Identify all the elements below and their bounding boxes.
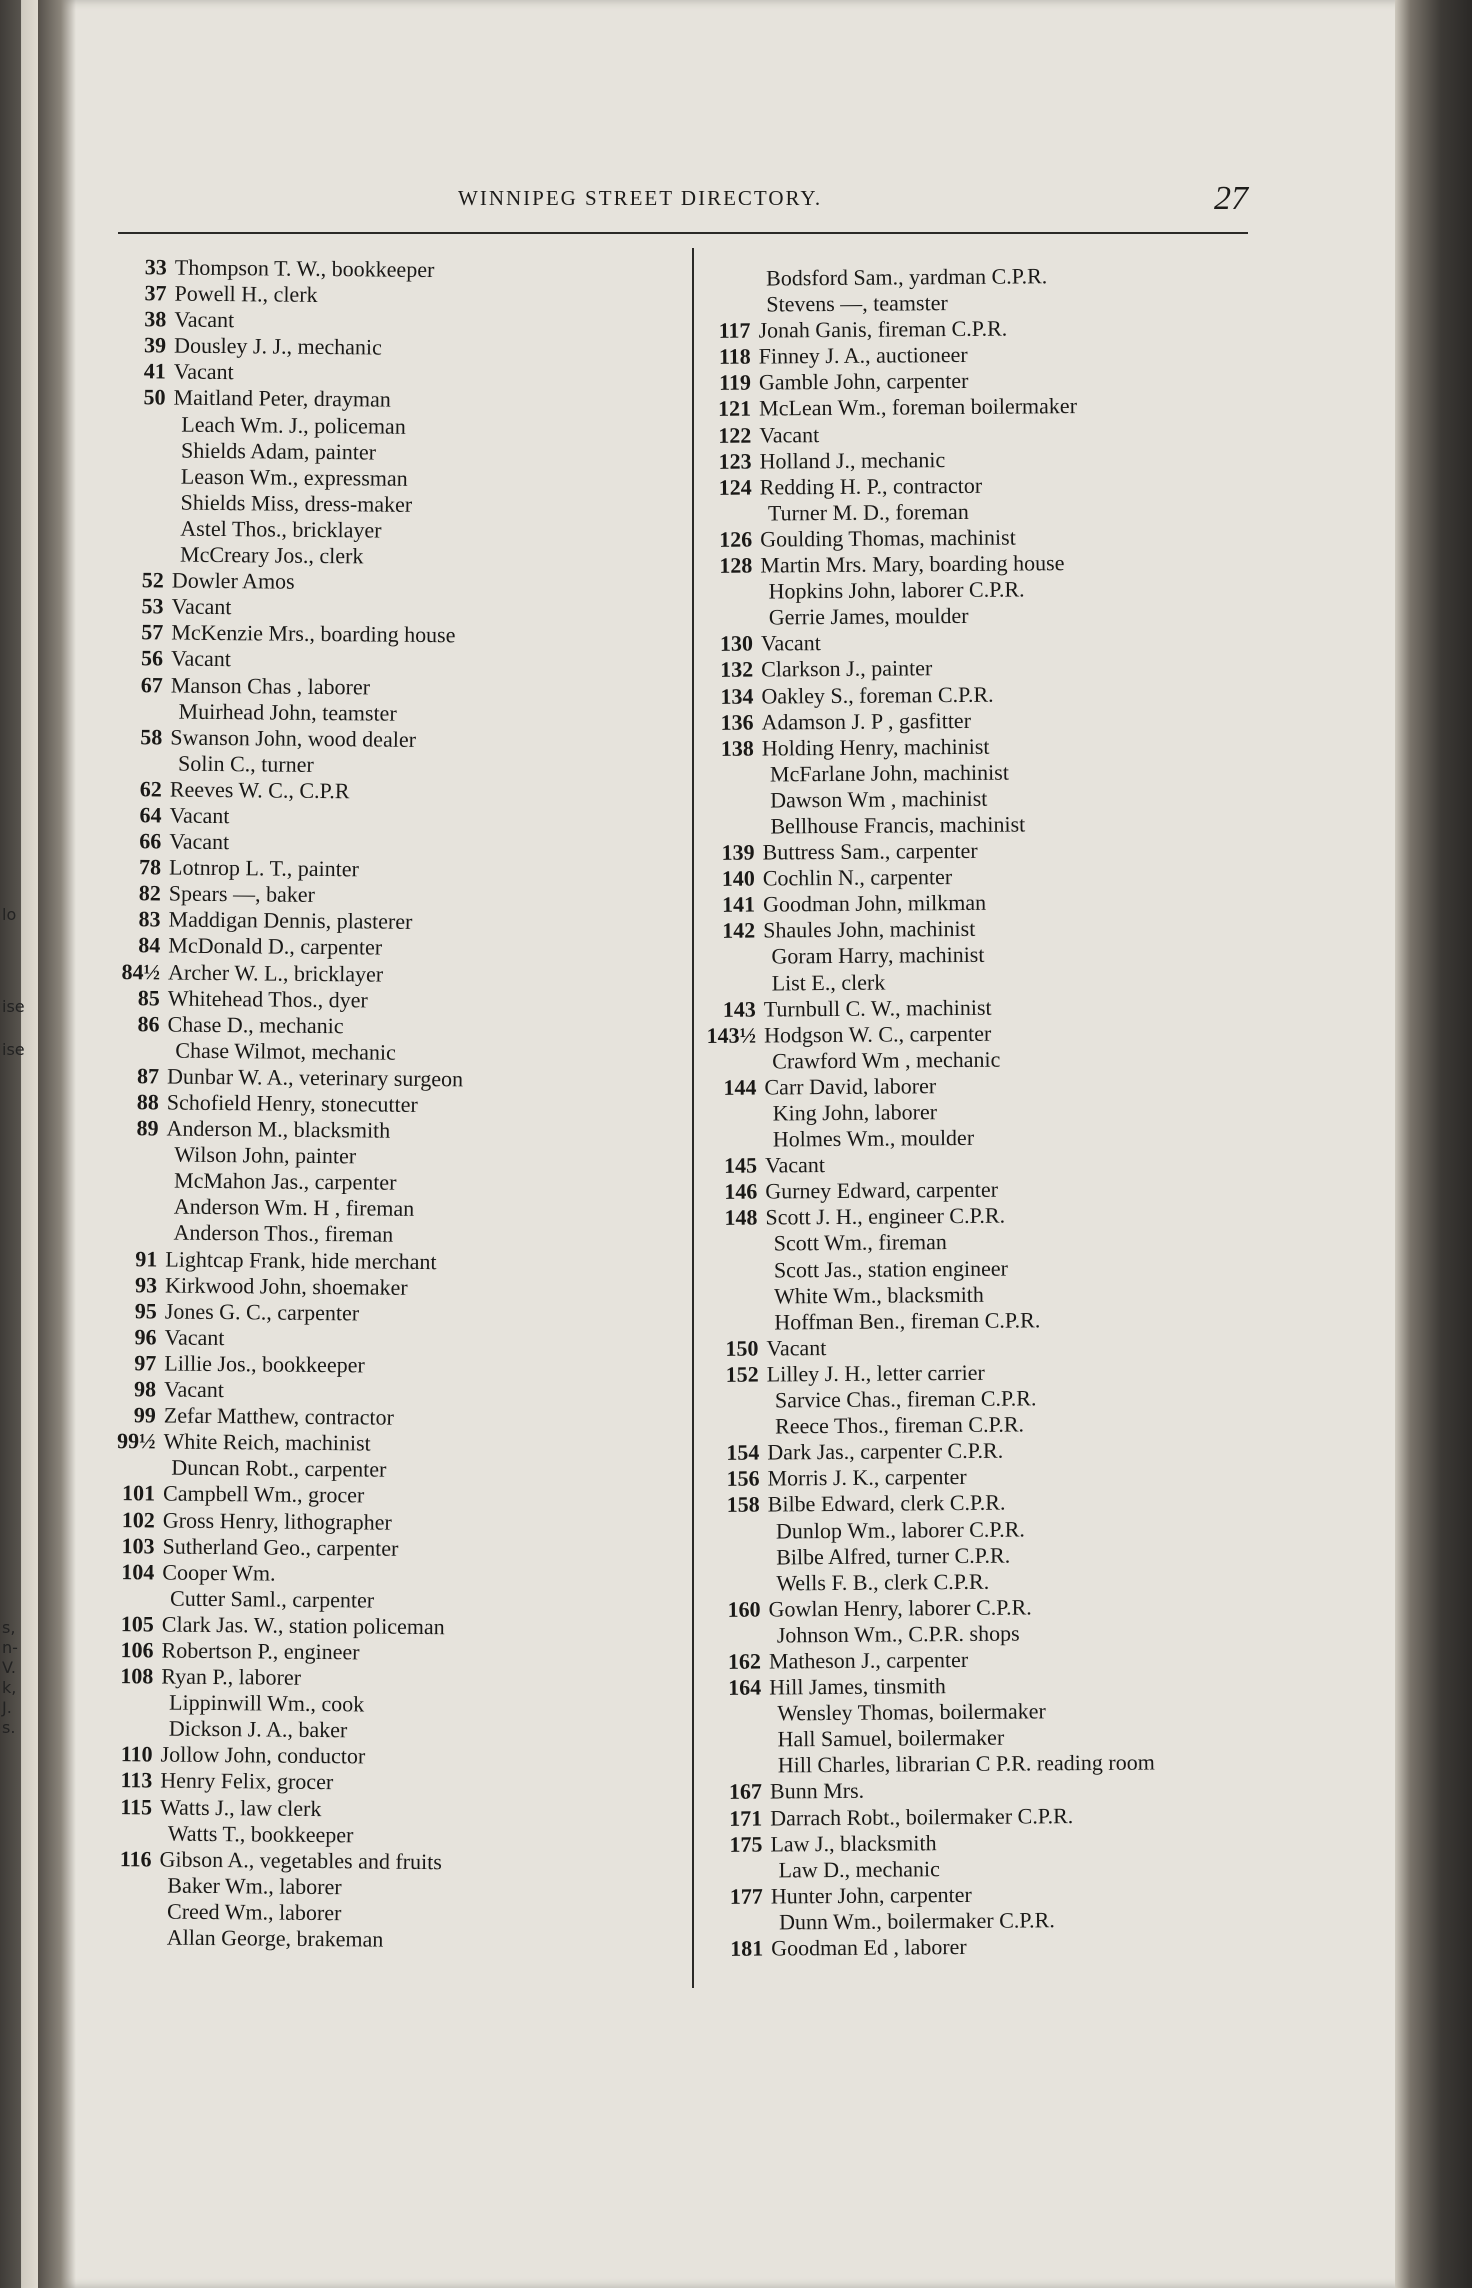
resident-entry: Hopkins John, laborer C.P.R. — [768, 576, 1025, 604]
resident-entry: Vacant — [163, 1376, 225, 1403]
house-number — [705, 944, 763, 971]
house-number: 37 — [144, 280, 167, 306]
house-number: 145 — [723, 1152, 758, 1179]
house-number — [112, 489, 172, 516]
resident-entry: Anderson Thos., fireman — [173, 1220, 394, 1248]
house-number — [99, 1898, 159, 1925]
resident-entry: Watts J., law clerk — [159, 1794, 322, 1821]
house-number — [106, 1167, 166, 1194]
resident-entry: Jones G. C., carpenter — [164, 1298, 360, 1326]
resident-entry: McCreary Jos., clerk — [180, 541, 364, 569]
resident-entry: Gowlan Henry, laborer C.P.R. — [768, 1594, 1032, 1622]
resident-entry: List E., clerk — [771, 969, 886, 995]
resident-entry: Ryan P., laborer — [161, 1663, 302, 1690]
resident-entry: Wilson John, painter — [174, 1141, 357, 1169]
resident-entry: Sarvice Chas., fireman C.P.R. — [774, 1385, 1037, 1413]
left-column — [99, 254, 685, 1955]
house-number: 164 — [728, 1674, 762, 1700]
resident-entry: Holland J., mechanic — [759, 446, 946, 474]
resident-entry: Bellhouse Francis, machinist — [770, 811, 1026, 839]
resident-entry: Jollow John, conductor — [160, 1741, 366, 1769]
resident-entry: Reeves W. C., C.P.R — [169, 776, 350, 804]
house-number: 167 — [728, 1778, 763, 1805]
resident-entry: Buttress Sam., carpenter — [762, 837, 978, 865]
house-number: 108 — [120, 1663, 154, 1689]
house-number — [706, 970, 764, 997]
house-number: 175 — [729, 1831, 763, 1857]
resident-entry: Baker Wm., laborer — [167, 1872, 342, 1900]
house-number: 96 — [134, 1324, 157, 1350]
margin-fragment: s, — [2, 1618, 16, 1637]
house-number — [106, 1141, 166, 1168]
resident-entry: Watts T., bookkeeper — [167, 1820, 354, 1847]
resident-entry: Johnson Wm., C.P.R. shops — [776, 1620, 1020, 1648]
resident-entry: Vacant — [164, 1324, 225, 1350]
house-number: 146 — [724, 1178, 758, 1205]
resident-entry: Finney J. A., auctioneer — [758, 342, 968, 369]
resident-entry: Bilbe Alfred, turner C.P.R. — [776, 1542, 1011, 1570]
resident-entry: Redding H. P., contractor — [759, 472, 983, 500]
right-column — [700, 262, 1273, 1962]
house-number: 106 — [120, 1637, 154, 1663]
resident-entry: Zefar Matthew, contractor — [163, 1402, 395, 1430]
house-number: 58 — [140, 723, 163, 750]
house-number: 136 — [720, 709, 754, 735]
house-number: 132 — [720, 657, 754, 683]
page-header — [118, 180, 1248, 230]
resident-entry: Solin C., turner — [177, 750, 314, 777]
margin-fragment: s. — [2, 1718, 16, 1737]
house-number: 52 — [141, 567, 164, 593]
house-number — [707, 1101, 765, 1128]
resident-entry: Powell H., clerk — [174, 280, 318, 308]
house-number — [709, 1414, 767, 1441]
resident-entry: Cochlin N., carpenter — [762, 864, 953, 891]
resident-entry: Archer W. L., bricklayer — [167, 959, 384, 987]
adjacent-page-fragments — [0, 0, 38, 2288]
house-number — [712, 1753, 770, 1780]
resident-entry: Turner M. D., foreman — [767, 498, 969, 526]
house-number — [710, 1518, 768, 1545]
resident-entry: Law D., mechanic — [778, 1855, 940, 1883]
margin-fragment: k, — [2, 1678, 17, 1697]
resident-entry: Dawson Wm , machinist — [770, 785, 988, 813]
margin-fragment: ise — [2, 1040, 25, 1059]
house-number: 110 — [120, 1741, 153, 1767]
resident-entry: Chase D., mechanic — [167, 1011, 344, 1038]
house-number — [713, 1909, 771, 1936]
directory-entry — [713, 1932, 1273, 1962]
resident-entry: Vacant — [171, 593, 232, 620]
house-number: 99 — [133, 1402, 156, 1428]
house-number: 98 — [133, 1376, 157, 1402]
house-number: 138 — [720, 735, 754, 761]
house-number: 103 — [121, 1532, 155, 1559]
house-number — [702, 500, 760, 527]
margin-fragment: lo — [2, 905, 17, 924]
house-number — [106, 1193, 166, 1220]
resident-entry: Hill James, tinsmith — [769, 1673, 946, 1700]
resident-entry: Lotnrop L. T., painter — [168, 854, 360, 882]
margin-fragment: ise — [2, 997, 25, 1016]
house-number: 140 — [721, 865, 755, 892]
resident-entry: Sutherland Geo., carpenter — [162, 1533, 399, 1561]
house-number: 97 — [134, 1350, 157, 1376]
resident-entry: Goram Harry, machinist — [771, 942, 985, 969]
resident-entry: Dunn Wm., boilermaker C.P.R. — [778, 1907, 1055, 1935]
house-number: 119 — [719, 369, 752, 396]
house-number: 148 — [724, 1204, 758, 1231]
resident-entry: Dousley J. J., mechanic — [174, 332, 382, 360]
house-number — [704, 761, 762, 788]
house-number: 95 — [134, 1297, 157, 1324]
margin-fragment: n- — [2, 1638, 18, 1657]
resident-entry: Shields Miss, dress-maker — [180, 489, 413, 517]
house-number: 128 — [719, 552, 753, 578]
house-number: 181 — [730, 1935, 764, 1961]
resident-entry: Scott J. H., engineer C.P.R. — [765, 1203, 1006, 1230]
house-number: 53 — [141, 593, 164, 619]
resident-entry: McLean Wm., foreman boilermaker — [759, 393, 1078, 422]
house-number — [700, 292, 758, 319]
house-number: 91 — [135, 1245, 158, 1272]
resident-entry: Clarkson J., painter — [761, 655, 933, 682]
resident-entry: Hunter John, carpenter — [770, 1881, 972, 1909]
resident-entry: Duncan Robt., carpenter — [171, 1454, 387, 1482]
resident-entry: Chase Wilmot, mechanic — [175, 1037, 396, 1065]
house-number: 113 — [120, 1767, 153, 1793]
house-number — [702, 579, 760, 606]
resident-entry: McFarlane John, machinist — [769, 759, 1009, 787]
house-number: 130 — [719, 630, 754, 657]
resident-entry: White Reich, machinist — [163, 1428, 371, 1456]
resident-entry: Leach Wm. J., policeman — [181, 411, 406, 439]
house-number: 158 — [726, 1491, 760, 1518]
house-number — [110, 750, 170, 777]
house-number: 122 — [718, 422, 752, 448]
resident-entry: Thompson T. W., bookkeeper — [174, 254, 435, 283]
resident-entry: Matheson J., carpenter — [768, 1646, 969, 1674]
resident-entry: King John, laborer — [772, 1099, 938, 1126]
house-number: 89 — [136, 1115, 159, 1141]
house-number: 142 — [722, 917, 756, 944]
house-number — [706, 1048, 764, 1075]
resident-entry: Cooper Wm. — [162, 1559, 276, 1586]
house-number — [107, 1037, 167, 1064]
house-number: 123 — [718, 448, 752, 474]
house-number — [113, 437, 173, 464]
resident-entry: Schofield Henry, stonecutter — [166, 1089, 418, 1117]
resident-entry: Lillie Jos., bookkeeper — [164, 1350, 365, 1378]
house-number: 171 — [729, 1805, 763, 1831]
house-number: 160 — [727, 1596, 761, 1622]
resident-entry: Kirkwood John, shoemaker — [164, 1272, 408, 1300]
house-number: 78 — [138, 854, 162, 880]
resident-entry: Scott Jas., station engineer — [773, 1255, 1008, 1283]
house-number: 134 — [720, 683, 754, 709]
resident-entry: Gibson A., vegetables and fruits — [159, 1846, 443, 1874]
house-number — [100, 1820, 160, 1847]
house-number: 38 — [144, 306, 167, 332]
house-number — [101, 1689, 161, 1716]
resident-entry: Vacant — [760, 630, 821, 656]
resident-entry: Dickson J. A., baker — [168, 1715, 348, 1743]
resident-entry: Shields Adam, painter — [181, 437, 377, 465]
house-number: 126 — [719, 526, 753, 552]
house-number: 162 — [727, 1648, 762, 1674]
resident-entry: Wells F. B., clerk C.P.R. — [776, 1568, 990, 1596]
house-number: 102 — [121, 1506, 155, 1532]
resident-entry: Hoffman Ben., fireman C.P.R. — [774, 1307, 1041, 1335]
resident-entry: Vacant — [171, 645, 232, 672]
resident-entry: Gamble John, carpenter — [758, 368, 969, 395]
resident-entry: Goodman John, milkman — [762, 890, 987, 917]
house-number: 50 — [143, 384, 166, 410]
resident-entry: Lightcap Frank, hide merchant — [165, 1246, 437, 1274]
house-number: 124 — [718, 474, 752, 500]
house-number — [703, 605, 761, 632]
resident-entry: Wensley Thomas, boilermaker — [777, 1698, 1046, 1726]
resident-entry: Holmes Wm., moulder — [772, 1124, 975, 1152]
house-number: 141 — [721, 891, 756, 918]
house-number: 57 — [141, 619, 164, 645]
directory-entry — [99, 1924, 669, 1956]
resident-entry: Reece Thos., fireman C.P.R. — [775, 1411, 1025, 1439]
resident-entry: Gerrie James, moulder — [768, 603, 969, 630]
house-number: 88 — [136, 1089, 159, 1115]
house-number: 56 — [141, 645, 164, 671]
house-number: 84½ — [121, 958, 161, 984]
resident-entry: Goulding Thomas, machinist — [760, 524, 1016, 552]
resident-entry: Manson Chas , laborer — [170, 672, 371, 699]
header-rule — [118, 232, 1248, 234]
resident-entry: Whitehead Thos., dyer — [167, 985, 368, 1013]
house-number: 152 — [725, 1361, 759, 1387]
house-number: 150 — [725, 1335, 759, 1361]
house-number — [709, 1388, 767, 1415]
house-number — [710, 1544, 768, 1571]
house-number: 144 — [723, 1074, 757, 1100]
house-number: 104 — [121, 1558, 155, 1585]
resident-entry: Stevens —, teamster — [766, 290, 948, 317]
house-number — [700, 266, 758, 293]
resident-entry: Adamson J. P , gasfitter — [761, 707, 972, 735]
margin-fragment: J. — [2, 1698, 12, 1717]
house-number — [704, 787, 762, 814]
resident-entry: Jonah Ganis, fireman C.P.R. — [758, 315, 1008, 343]
house-number — [711, 1622, 769, 1649]
resident-entry: Anderson Wm. H , fireman — [173, 1193, 415, 1222]
resident-entry: Swanson John, wood dealer — [170, 724, 417, 752]
house-number: 116 — [119, 1845, 152, 1872]
resident-entry: Spears —, baker — [168, 880, 315, 908]
house-number — [112, 541, 172, 568]
house-number — [99, 1924, 159, 1951]
house-number — [113, 411, 173, 438]
page-fold-shadow — [38, 0, 76, 2288]
house-number — [112, 515, 172, 542]
resident-entry: Martin Mrs. Mary, boarding house — [760, 550, 1065, 578]
house-number: 39 — [144, 332, 167, 358]
resident-entry: Bunn Mrs. — [769, 1778, 865, 1804]
house-number: 66 — [139, 828, 162, 854]
resident-entry: Gurney Edward, carpenter — [765, 1176, 999, 1204]
house-number — [102, 1585, 162, 1612]
resident-entry: Shaules John, machinist — [763, 916, 976, 943]
house-number — [103, 1454, 163, 1481]
resident-entry: Carr David, laborer — [764, 1073, 937, 1100]
resident-entry: Dunlop Wm., laborer C.P.R. — [775, 1515, 1025, 1543]
house-number: 86 — [137, 1010, 160, 1037]
house-number: 143½ — [706, 1022, 757, 1048]
house-number: 177 — [729, 1883, 763, 1909]
resident-entry: Goodman Ed , laborer — [771, 1933, 967, 1961]
resident-entry: Holding Henry, machinist — [761, 733, 990, 761]
resident-entry: Dowler Amos — [171, 567, 295, 594]
resident-entry: McKenzie Mrs., boarding house — [171, 619, 456, 648]
house-number: 154 — [726, 1439, 760, 1466]
house-number: 82 — [138, 880, 161, 906]
resident-entry: Vacant — [174, 306, 235, 333]
resident-entry: Hodgson W. C., carpenter — [763, 1020, 992, 1048]
resident-entry: Dunbar W. A., veterinary surgeon — [166, 1063, 464, 1092]
resident-entry: White Wm., blacksmith — [773, 1281, 984, 1309]
house-number: 117 — [718, 317, 751, 344]
house-number: 67 — [140, 671, 163, 697]
column-divider — [692, 248, 694, 1988]
house-number: 99½ — [116, 1428, 156, 1454]
house-number — [99, 1872, 159, 1899]
house-number — [713, 1857, 771, 1884]
resident-entry: Crawford Wm , mechanic — [772, 1046, 1001, 1074]
resident-entry: Leason Wm., expressman — [180, 463, 408, 491]
resident-entry: Vacant — [766, 1334, 827, 1361]
house-number: 115 — [120, 1793, 153, 1819]
house-number: 139 — [721, 839, 755, 865]
house-number — [708, 1309, 766, 1336]
house-number: 93 — [134, 1271, 158, 1298]
resident-entry: Bilbe Edward, clerk C.P.R. — [767, 1490, 1006, 1517]
house-number — [110, 698, 170, 725]
house-number — [708, 1257, 766, 1284]
resident-entry: Turnbull C. W., machinist — [763, 994, 992, 1022]
resident-entry: Clark Jas. W., station policeman — [161, 1611, 445, 1640]
resident-entry: Law J., blacksmith — [770, 1829, 937, 1857]
page-number: 27 — [1214, 180, 1248, 217]
resident-entry: Anderson M., blacksmith — [166, 1115, 391, 1143]
resident-entry: Maddigan Dennis, plasterer — [168, 906, 413, 935]
resident-entry: Lilley J. H., letter carrier — [766, 1359, 985, 1387]
house-number — [101, 1715, 161, 1742]
resident-entry: Hall Samuel, boilermaker — [777, 1724, 1005, 1752]
house-number: 156 — [726, 1465, 760, 1492]
resident-entry: Dark Jas., carpenter C.P.R. — [767, 1437, 1004, 1465]
resident-entry: Maitland Peter, drayman — [173, 385, 391, 413]
house-number: 83 — [138, 906, 161, 932]
resident-entry: Allan George, brakeman — [166, 1924, 384, 1952]
resident-entry: Vacant — [759, 421, 820, 448]
resident-entry: Cutter Saml., carpenter — [169, 1585, 375, 1613]
resident-entry: Creed Wm., laborer — [166, 1898, 342, 1926]
house-number: 105 — [120, 1610, 154, 1637]
house-number: 87 — [136, 1063, 160, 1089]
resident-entry: Gross Henry, lithographer — [162, 1507, 392, 1535]
house-number — [711, 1701, 769, 1728]
house-number — [711, 1727, 769, 1754]
resident-entry: McMahon Jas., carpenter — [173, 1167, 397, 1196]
house-number: 62 — [139, 776, 162, 802]
resident-entry: Robertson P., engineer — [161, 1637, 360, 1665]
resident-entry: Morris J. K., carpenter — [767, 1464, 967, 1491]
resident-entry: Astel Thos., bricklayer — [180, 515, 382, 543]
house-number: 121 — [718, 396, 752, 422]
house-number: 84 — [138, 932, 161, 958]
resident-entry: Bodsford Sam., yardman C.P.R. — [765, 263, 1048, 291]
resident-entry: Darrach Robt., boilermaker C.P.R. — [770, 1802, 1074, 1831]
resident-entry: Campbell Wm., grocer — [162, 1480, 365, 1508]
resident-entry: Scott Wm., fireman — [773, 1229, 947, 1256]
house-number — [105, 1219, 165, 1246]
house-number: 101 — [121, 1480, 156, 1506]
house-number: 33 — [144, 254, 167, 280]
resident-entry: McDonald D., carpenter — [168, 932, 383, 961]
house-number — [704, 813, 762, 840]
house-number — [113, 463, 173, 490]
house-number: 143 — [722, 996, 756, 1022]
resident-entry: Lippinwill Wm., cook — [168, 1689, 365, 1717]
resident-entry: Vacant — [169, 802, 230, 829]
resident-entry: Henry Felix, grocer — [160, 1767, 334, 1795]
resident-entry: Vacant — [169, 828, 230, 855]
house-number — [707, 1127, 765, 1154]
house-number: 41 — [143, 358, 166, 384]
resident-entry: Oakley S., foreman C.P.R. — [761, 681, 994, 709]
margin-fragment: V. — [2, 1658, 16, 1677]
house-number: 118 — [718, 343, 751, 370]
book-spine — [1395, 0, 1472, 2288]
house-number — [710, 1570, 768, 1597]
resident-entry: Hill Charles, librarian C P.R. reading room — [777, 1749, 1155, 1778]
running-title: WINNIPEG STREET DIRECTORY. — [458, 186, 823, 210]
house-number — [708, 1283, 766, 1310]
house-number: 64 — [139, 802, 162, 828]
resident-entry: Muirhead John, teamster — [178, 698, 397, 726]
house-number: 85 — [137, 984, 160, 1011]
house-number — [708, 1231, 766, 1258]
resident-entry: Vacant — [173, 358, 234, 385]
resident-entry: Vacant — [764, 1152, 826, 1178]
